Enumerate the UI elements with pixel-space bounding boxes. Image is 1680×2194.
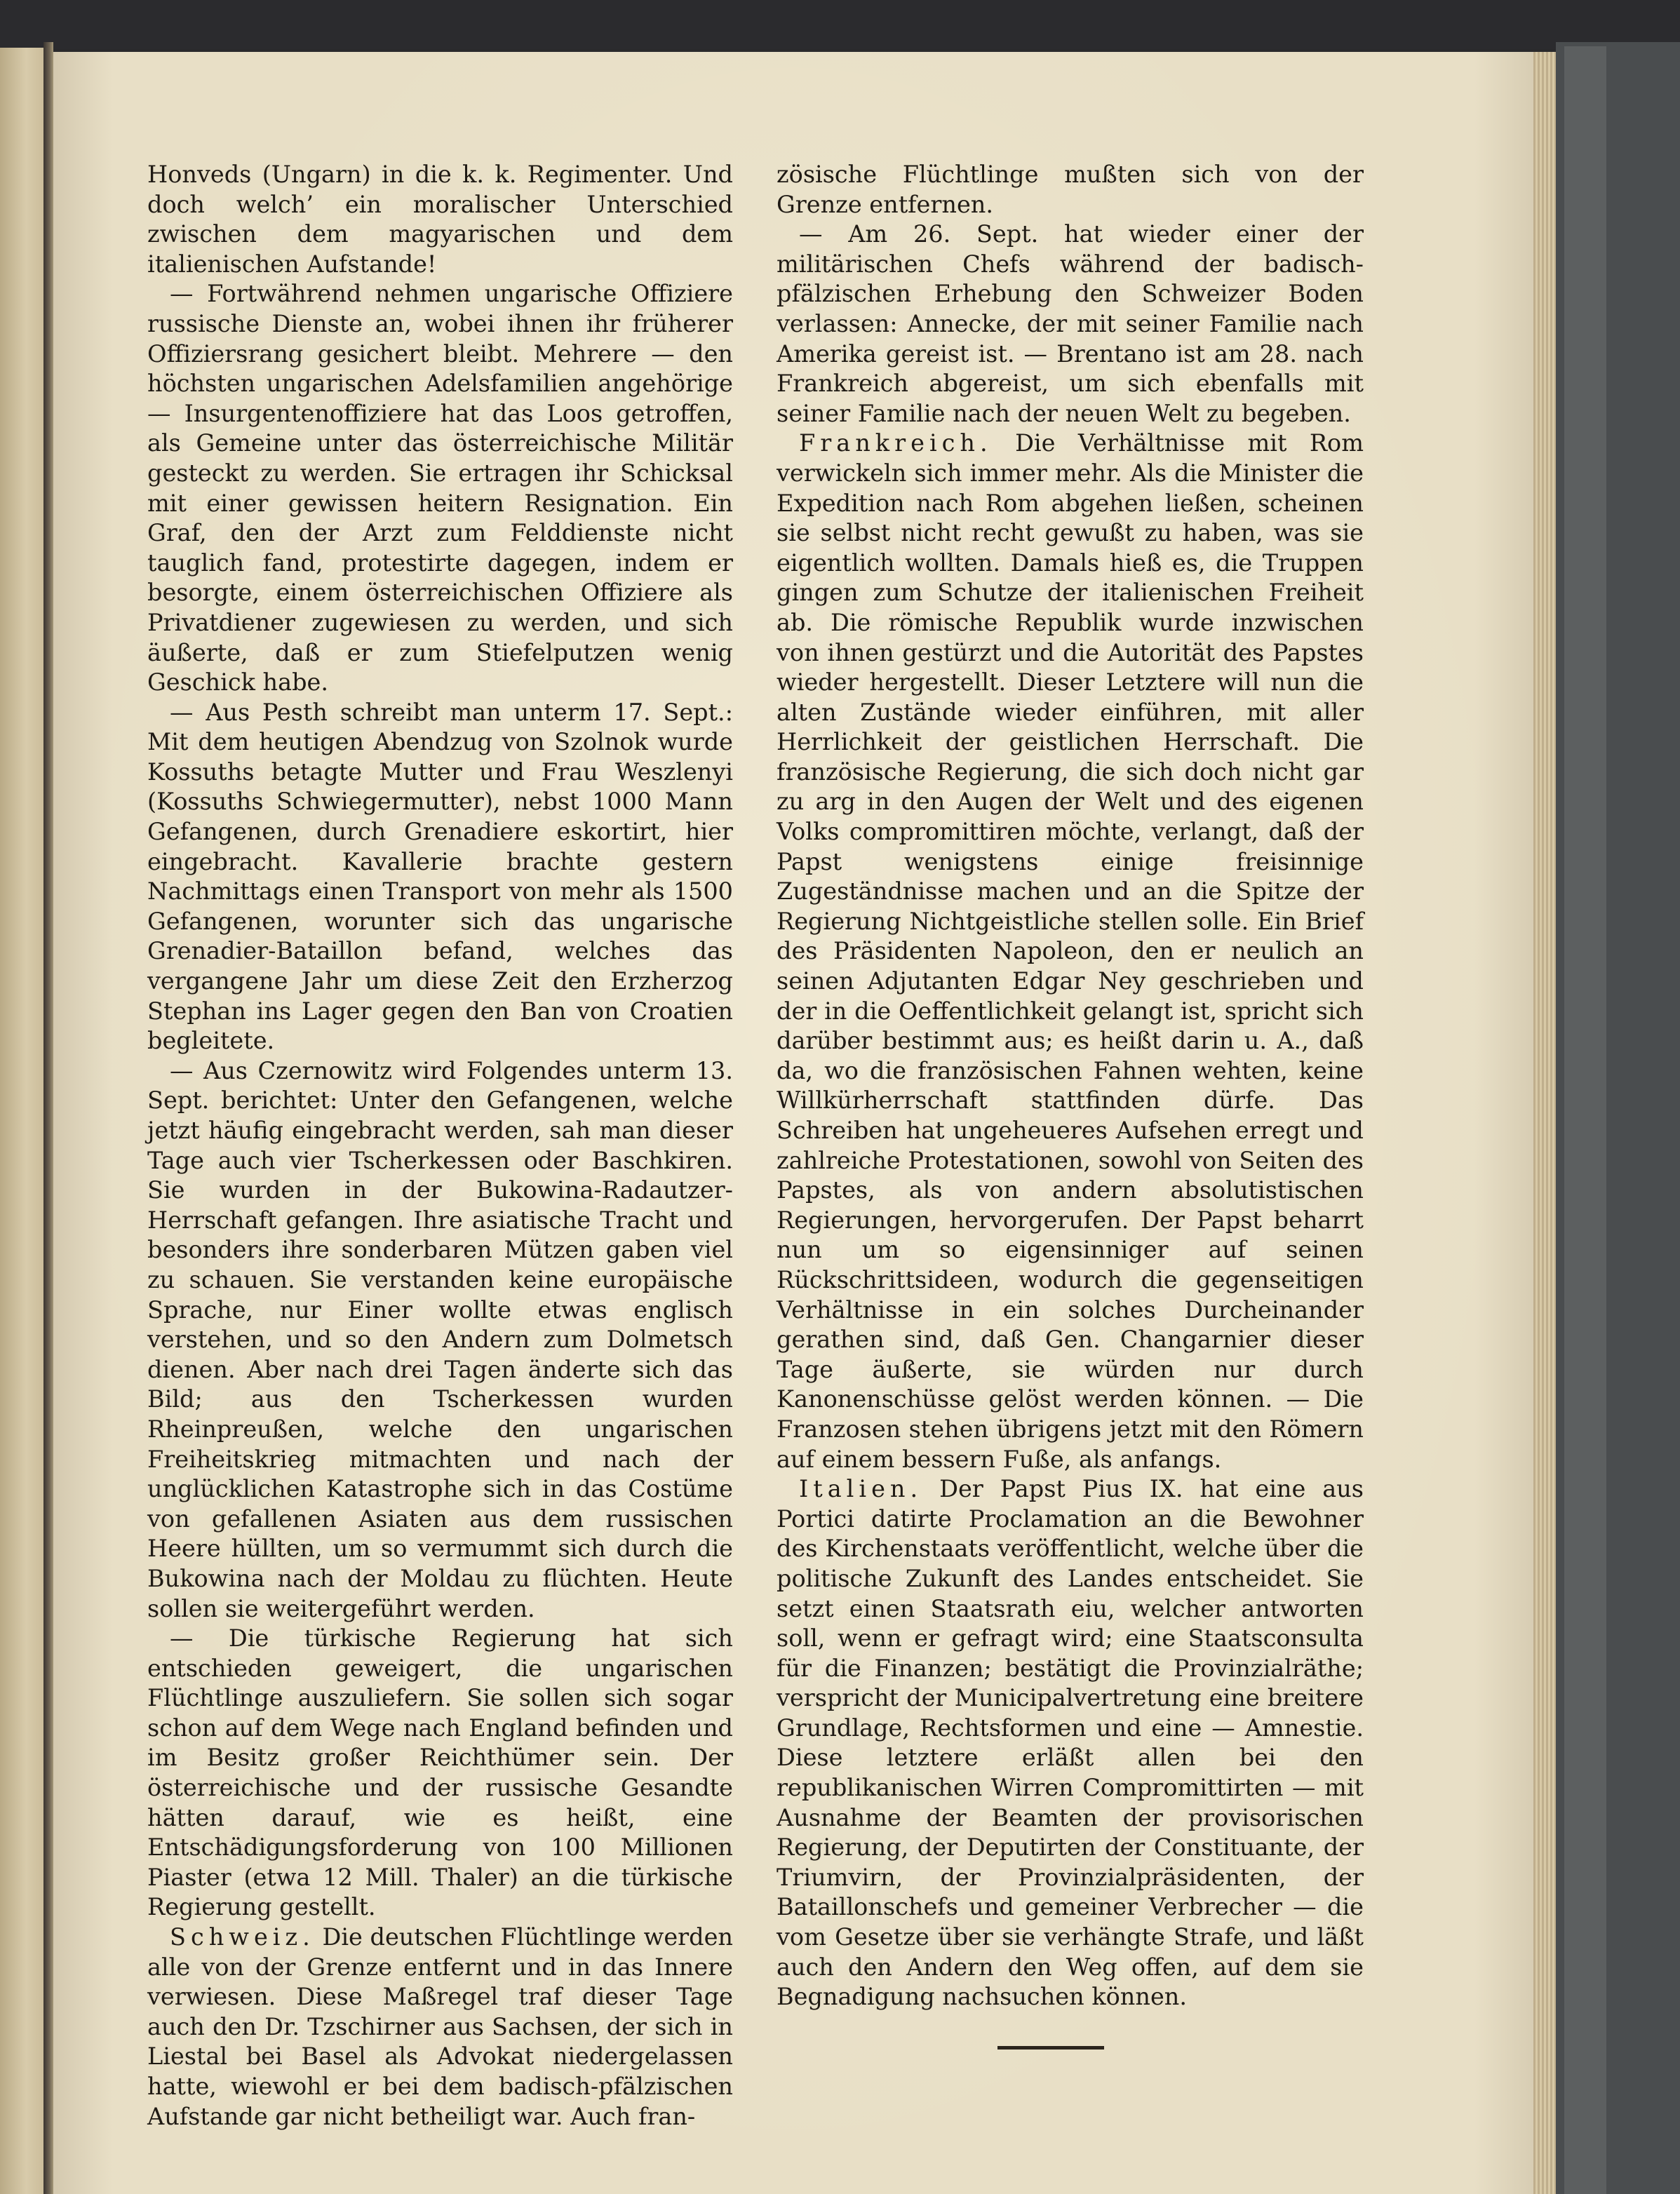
left-text-column: [147, 160, 733, 2132]
paragraph: zösische Flüchtlinge mußten sich von der Grenze entfernen.: [777, 161, 1364, 218]
section-heading: Frankreich.: [799, 429, 993, 457]
book-gutter: [43, 42, 53, 2194]
paragraph-text: Die deutschen Flüchtlinge werden alle von der Grenze entfernt und in das Innere verwiesen. Diese Maßregel traf dieser Tage auch den Dr. Tzschirner aus Sachsen, der sich in Liestal bei Basel als Advokat niedergelassen hatte, wiewohl er bei dem badisch-pfälzischen Aufstande gar nicht betheiligt war. Auch fran-: [147, 1923, 734, 2130]
book-cover-inner: [1564, 46, 1606, 2194]
page-stack-edge: [1533, 52, 1557, 2194]
paragraph-text: Die Verhältnisse mit Rom verwickeln sich immer mehr. Als die Minister die Expedition nach Rom abgehen ließen, scheinen sie selbst nicht recht gewußt zu haben, was sie eigentlich wollten. Damals hieß es, die Truppen gingen zum Schutze der italienischen Freiheit ab. Die römische Republik wurde inzwischen von ihnen gestürzt und die Autorität des Papstes wieder hergestellt. Dieser Letztere will nun die alten Zustände wieder einführen, mit aller Herrlichkeit der geistlichen Herrschaft. Die französische Regierung, die sich doch nicht gar zu arg in den Augen der Welt und des eigenen Volks compromittiren möchte, verlangt, daß der Papst wenigstens einige freisinnige Zugeständnisse machen und an die Spitze der Regierung Nichtgeistliche stellen solle. Ein Brief des Präsidenten Napoleon, den er neulich an seinen Adjutanten Edgar Ney geschrieben und der in die Oeffentlichkeit gelangt ist, spricht sich darüber bestimmt aus; es heißt darin u. A., daß da, wo die französischen Fahnen wehten, keine Willkürherrschaft stattfinden dürfe. Das Schreiben hat ungeheueres Aufsehen erregt und zahlreiche Protestationen, sowohl von Seiten des Papstes, als von andern absolutistischen Regierungen, hervorgerufen. Der Papst beharrt nun um so eigensinniger auf seinen Rückschrittsideen, wodurch die gegenseitigen Verhältnisse in ein solches Durcheinander gerathen sind, daß Gen. Changarnier dieser Tage äußerte, sie würden nur durch Kanonenschüsse gelöst werden können. — Die Franzosen stehen übrigens jetzt mit den Römern auf einem bessern Fuße, als anfangs.: [777, 429, 1364, 1473]
paragraph: — Fortwährend nehmen ungarische Offiziere russische Dienste an, wobei ihnen ihr früherer Offiziersrang gesichert bleibt. Mehrere — den höchsten ungarischen Adelsfamilien angehörige — Insurgentenoffiziere hat das Loos getroffen, als Gemeine unter das österreichische Militär gesteckt zu werden. Sie ertragen ihr Schicksal mit einer gewissen heitern Resignation. Ein Graf, den der Arzt zum Felddienste nicht tauglich fand, protestirte dagegen, indem er besorgte, einem österreichischen Offiziere als Privatdiener zugewiesen zu werden, und sich äußerte, daß er zum Stiefelputzen wenig Geschick habe.: [147, 280, 733, 696]
paragraph: [777, 1474, 1364, 2012]
paragraph: — Aus Czernowitz wird Folgendes unterm 13. Sept. berichtet: Unter den Gefangenen, welche jetzt häufig eingebracht werden, sah man dieser Tage auch vier Tscherkessen oder Baschkiren. Sie wurden in der Bukowina-Radautzer-Herrschaft gefangen. Ihre asiatische Tracht und besonders ihre sonderbaren Mützen gaben viel zu schauen. Sie verstanden keine europäische Sprache, nur Einer wollte etwas englisch verstehen, und so den Andern zum Dolmetsch dienen. Aber nach drei Tagen änderte sich das Bild; aus den Tscherkessen wurden Rheinpreußen, welche den ungarischen Freiheitskrieg mitmachten und nach der unglücklichen Katastrophe sich in das Costüme von gefallenen Asiaten aus dem russischen Heere hüllten, um so vermummt sich durch die Bukowina nach der Moldau zu flüchten. Heute sollen sie weitergeführt werden.: [147, 1056, 733, 1622]
scan-backdrop: [0, 0, 1680, 49]
section-heading: Italien.: [799, 1475, 923, 1503]
paragraph-text: Der Papst Pius IX. hat eine aus Portici datirte Proclamation an die Bewohner des Kirchenstaats veröffentlicht, welche über die politische Zukunft des Landes entscheidet. Sie setzt einen Staatsrath eiu, welcher antworten soll, wenn er gefragt wird; eine Staatsconsulta für die Finanzen; bestätigt die Provinzialräthe; verspricht der Municipalvertretung eine breitere Grundlage, Rechtsformen und eine — Amnestie. Diese letztere erläßt allen bei den republikanischen Wirren Compromittirten — mit Ausnahme der Beamten der provisorischen Regierung, der Deputirten der Constituante, der Triumvirn, der Provinzialpräsidenten, der Bataillonschefs und gemeiner Verbrecher — die vom Gesetze über sie verhängte Strafe, und läßt auch den Andern den Weg offen, auf dem sie Begnadigung nachsuchen können.: [777, 1475, 1364, 2011]
section-heading: Schweiz.: [170, 1923, 315, 1951]
paragraph: [777, 429, 1364, 1474]
right-text-column: [777, 160, 1364, 2012]
facing-page-edge: [0, 48, 43, 2194]
paragraph: Honveds (Ungarn) in die k. k. Regimenter. Und doch welch’ ein moralischer Unterschied zwischen dem magyarischen und dem italienischen Aufstande!: [147, 161, 733, 278]
end-rule: [997, 2046, 1104, 2050]
paragraph: — Aus Pesth schreibt man unterm 17. Sept.: Mit dem heutigen Abendzug von Szolnok wurde Kossuths betagte Mutter und Frau Weszlenyi (Kossuths Schwiegermutter), nebst 1000 Mann Gefangenen, durch Grenadiere eskortirt, hier eingebracht. Kavallerie brachte gestern Nachmittags einen Transport von mehr als 1500 Gefangenen, worunter sich das ungarische Grenadier-Bataillon befand, welches das vergangene Jahr um diese Zeit den Erzherzog Stephan ins Lager gegen den Ban von Croatien begleitete.: [147, 698, 733, 1055]
paragraph: [147, 1923, 733, 2132]
paragraph: — Am 26. Sept. hat wieder einer der militärischen Chefs während der badisch-pfälzischen Erhebung den Schweizer Boden verlassen: Annecke, der mit seiner Familie nach Amerika gereist ist. — Brentano ist am 28. nach Frankreich abgereist, um sich ebenfalls mit seiner Familie nach der neuen Welt zu begeben.: [777, 220, 1364, 427]
paragraph: — Die türkische Regierung hat sich entschieden geweigert, die ungarischen Flüchtlinge auszuliefern. Sie sollen sich sogar schon auf dem Wege nach England befinden und im Besitz großer Reichthümer sein. Der österreichische und der russische Gesandte hätten darauf, wie es heißt, eine Entschädigungsforderung von 100 Millionen Piaster (etwa 12 Mill. Thaler) an die türkische Regierung gestellt.: [147, 1624, 733, 1921]
